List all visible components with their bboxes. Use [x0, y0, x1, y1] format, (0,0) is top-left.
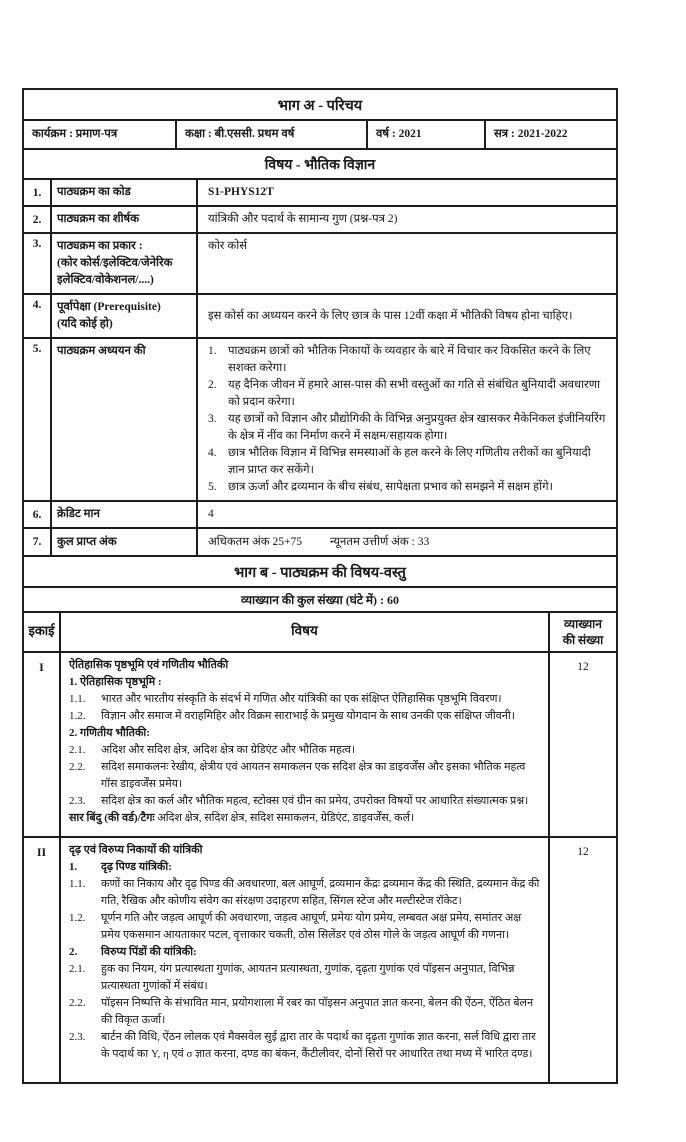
unit-1-topic-line	[69, 793, 540, 810]
outcome-text: यह दैनिक जीवन में हमारे आस-पास की सभी वस्तुओं का गति से संबंधित बुनियादी अवधारणा को प्रदान करेगा।	[228, 379, 601, 408]
keywords-label: सार बिंदु (की वर्ड)/टैगः	[69, 812, 155, 824]
outcome-number: 2.	[208, 379, 217, 391]
prerequisite-label-line: पूर्वापेक्षा (Prerequisite)	[57, 301, 161, 313]
topic-line-text: सदिश क्षेत्र का कर्ल और भौतिक महत्व, स्टोक्स एवं ग्रीन का प्रमेय, उपरोक्त विषयों पर आधारित संख्यात्मक प्रश्न।	[101, 795, 529, 807]
outcome-text: पाठ्यक्रम छात्रों को भौतिक निकायों के व्यवहार के बारे में विचार कर विकसित करने के लिए सशक्त करेगा।	[228, 345, 591, 374]
topic-line-number: 2.3.	[69, 795, 86, 807]
year-cell: वर्ष : 2021	[368, 121, 486, 148]
credits-row	[24, 502, 616, 529]
topic-line-text: पॉइसन निष्पत्ति के संभावित मान, प्रयोगशाला में रबर का पॉइसन अनुपात ज्ञात करना, बेलन की ऐंठन, ऐंठित बेलन की विकृत ऊर्जा।	[101, 997, 534, 1026]
lectures-header-line: की संख्या	[562, 633, 604, 647]
topic-line-number: 1.	[69, 861, 78, 873]
topic-line-text: भारत और भारतीय संस्कृति के संदर्भ में गणित और यांत्रिकी का एक संक्षिप्त ऐतिहासिक पृष्ठभूमि विवरण।	[101, 693, 502, 705]
course-title-value: यांत्रिकी और पदार्थ के सामान्य गुण (प्रश्न-पत्र 2)	[208, 213, 398, 225]
course-title-row	[24, 207, 616, 234]
total-marks-label: कुल प्राप्त अंक	[52, 529, 198, 555]
course-type-label-line: (कोर कोर्स/इलेक्टिव/जेनेरिक	[57, 257, 173, 269]
topic-line-number: 1.2.	[69, 912, 86, 924]
row-number: 7.	[24, 529, 52, 555]
outcome-item	[208, 411, 606, 445]
unit-2-topic	[61, 838, 550, 1082]
max-marks: अधिकतम अंक 25+75	[208, 535, 302, 548]
outcome-number: 3.	[208, 413, 217, 425]
unit-1-lectures: 12	[577, 661, 589, 673]
min-pass-marks: न्यूनतम उत्तीर्ण अंक : 33	[329, 535, 430, 548]
outcome-text: यह छात्रों को विज्ञान और प्रौद्योगिकी के विभिन्न अनुप्रयुक्त क्षेत्र खासकर मैकेनिकल इंजीनियरिंग के क्षेत्र में नींव का निर्माण करने में सक्षम/सहायक होगा।	[228, 413, 606, 442]
topic-line-text: अदिश और सदिश क्षेत्र, अदिश क्षेत्र का ग्रेडिएंट और भौतिक महत्व।	[101, 744, 356, 756]
prerequisite-label-line: (यदि कोई हो)	[57, 318, 113, 330]
unit-2-topic-line	[69, 961, 540, 995]
row-number: 6.	[24, 502, 52, 527]
topic-line-text: विज्ञान और समाज में वराहमिहिर और विक्रम साराभाई के प्रमुख योगदान के साथ उनकी एक संक्षिप्त जीवनी।	[101, 710, 515, 722]
topic-line-number: 2.3.	[69, 1031, 86, 1043]
unit-2-section-head	[69, 944, 540, 961]
program-cell: कार्यक्रम : प्रमाण-पत्र	[24, 121, 177, 148]
credits-label: क्रेडिट मान	[52, 502, 198, 527]
unit-1-section-head: 1. ऐतिहासिक पृष्ठभूमि :	[69, 676, 162, 688]
course-code-label: पाठ्यक्रम का कोड	[52, 180, 198, 205]
outcome-item	[208, 445, 606, 479]
topic-line-text: घूर्णन गति और जड़त्व आघूर्ण की अवधारणा, जड़त्व आघूर्ण, प्रमेयः योग प्रमेय, लम्बवत अक्ष प्रमेय, समांतर अक्ष प्रमेय एकसमान आयताकार पटल, वृत्ताकार चकती, ठोस सिलेंडर एवं ठोस गोले के जड़त्व आघूर्ण की गणना।	[101, 912, 522, 941]
course-outcomes-label: पाठ्यक्रम अध्ययन की	[52, 339, 198, 500]
outcome-item	[208, 343, 606, 377]
prerequisite-label	[52, 295, 198, 337]
outcome-number: 4.	[208, 447, 217, 459]
row-number: 4.	[24, 295, 52, 337]
unit-2-topic-line	[69, 1029, 540, 1063]
unit-2-topic-line	[69, 876, 540, 910]
unit-1-section-head: 2. गणितीय भौतिकी:	[69, 727, 150, 739]
course-type-label	[52, 234, 198, 293]
unit-1-topic-line	[69, 759, 540, 793]
total-lectures: व्याख्यान की कुल संख्या (घंटे में) : 60	[24, 588, 616, 613]
total-marks-value	[198, 529, 616, 555]
credits-value: 4	[208, 508, 214, 520]
course-outcomes-row	[24, 339, 616, 502]
course-type-label-line: पाठ्यक्रम का प्रकार :	[57, 240, 143, 252]
topic-line-number: 1.1.	[69, 693, 86, 705]
course-type-row	[24, 234, 616, 295]
marks-line	[208, 534, 606, 551]
unit-2-number: II	[24, 838, 61, 1082]
outcome-item	[208, 479, 606, 496]
outcome-text: छात्र भौतिक विज्ञान में विभिन्न समस्याओं के हल करने के लिए गणितीय तरीकों का बुनियादी ज्ञान प्राप्त कर सकेंगे।	[228, 447, 591, 476]
row-number: 2.	[24, 207, 52, 232]
keywords-text: अदिश क्षेत्र, सदिश क्षेत्र, सदिश समाकलन, ग्रेडिएंट, डाइवर्जेंस, कर्ल।	[157, 812, 415, 824]
outcome-item	[208, 377, 606, 411]
unit-1-topic-line	[69, 742, 540, 759]
lectures-column-header	[550, 613, 616, 651]
row-number: 5.	[24, 339, 52, 500]
session-cell: सत्र : 2021-2022	[494, 128, 568, 140]
topic-line-number: 1.2.	[69, 710, 86, 722]
lectures-header-line: व्याख्यान	[564, 617, 602, 631]
topic-line-text: बार्टन की विधि, ऐंठन लोलक एवं मैक्सवेल सुई द्वारा तार के पदार्थ का दृढ़ता गुणांक ज्ञात करना, सर्ल विधि द्वारा तार के पदार्थ का Y, η एवं σ ज्ञात करना, दण्ड का बंकन, कैंटीलीवर, दोनों सिरों पर आधारित तथा मध्य में भारित दण्ड।	[101, 1031, 536, 1060]
unit-1-topic-line	[69, 708, 540, 725]
course-title-label: पाठ्यक्रम का शीर्षक	[52, 207, 198, 232]
unit-1-topic-line	[69, 691, 540, 708]
topic-column-header: विषय	[61, 613, 550, 651]
topic-line-number: 1.1.	[69, 878, 86, 890]
part-b-title: भाग ब - पाठ्यक्रम की विषय-वस्तु	[24, 557, 616, 588]
total-marks-row	[24, 529, 616, 557]
topic-line-text: कणों का निकाय और दृढ़ पिण्ड की अवधारणा, बल आघूर्ण, द्रव्यमान केंद्रः द्रव्यमान केंद्र की स्थिति, द्रव्यमान केंद्र की गति, रैखिक और कोणीय संवेग का संरक्षण उदाहरण सहित, सिंगल स्टेज और मल्टीस्टेज रॉकेट।	[101, 878, 540, 907]
topic-line-number: 2.1.	[69, 744, 86, 756]
unit-2-topic-line	[69, 995, 540, 1029]
subject-title: विषय - भौतिक विज्ञान	[24, 150, 616, 180]
prerequisite-value: इस कोर्स का अध्ययन करने के लिए छात्र के पास 12वीं कक्षा में भौतिकी विषय होना चाहिए।	[208, 309, 573, 322]
unit-2-topic-line	[69, 910, 540, 944]
unit-1-title: ऐतिहासिक पृष्ठभूमि एवं गणितीय भौतिकी	[69, 659, 229, 671]
course-code-value: S1-PHYS12T	[208, 186, 274, 198]
unit-2-row	[24, 838, 616, 1082]
topic-line-text: हुक का नियम, यंग प्रत्यास्थता गुणांक, आयतन प्रत्यास्थता, गुणांक, दृढ़ता गुणांक एवं पॉइसन अनुपात, विभिन्न प्रत्यास्थता गुणांकों में संबंध।	[101, 963, 515, 992]
row-number: 1.	[24, 180, 52, 205]
unit-1-number: I	[24, 653, 61, 836]
course-code-row	[24, 180, 616, 207]
topic-line-number: 2.1.	[69, 963, 86, 975]
class-cell: कक्षा : बी.एससी. प्रथम वर्ष	[177, 121, 368, 148]
outcome-text: छात्र ऊर्जा और द्रव्यमान के बीच संबंध, सापेक्षता प्रभाव को समझने में सक्षम होंगे।	[228, 481, 553, 493]
unit-column-header: इकाई	[24, 613, 61, 651]
topic-line-text: विरुप्य पिंडों की यांत्रिकी:	[101, 946, 197, 958]
topic-line-text: सदिश समाकलनः रेखीय, क्षेत्रीय एवं आयतन समाकलन एक सदिश क्षेत्र का डाइवर्जेंस और इसका भौतिक महत्व गॉस डाइवर्जेंस प्रमेय।	[101, 761, 526, 790]
topic-line-number: 2.2.	[69, 997, 86, 1009]
unit-2-title: दृढ़ एवं विरुप्य निकायों की यांत्रिकी	[69, 844, 203, 856]
outcome-number: 5.	[208, 481, 217, 493]
units-header-row	[24, 613, 616, 653]
topic-line-number: 2.2.	[69, 761, 86, 773]
unit-1-topic	[61, 653, 550, 836]
unit-2-section-head	[69, 859, 540, 876]
prerequisite-row	[24, 295, 616, 339]
topic-line-number: 2.	[69, 946, 78, 958]
unit-1-row	[24, 653, 616, 838]
course-outcomes-list	[198, 339, 616, 500]
part-a-title: भाग अ - परिचय	[24, 90, 616, 121]
program-info-row	[24, 121, 616, 150]
outcome-number: 1.	[208, 345, 217, 357]
row-number: 3.	[24, 234, 52, 293]
syllabus-table	[22, 88, 618, 1084]
unit-1-keywords	[69, 810, 540, 827]
topic-line-text: दृढ़ पिण्ड यांत्रिकी:	[101, 861, 172, 873]
unit-2-lectures: 12	[577, 846, 589, 858]
course-type-label-line: इलेक्टिव/वोकेशनल/....)	[57, 274, 154, 286]
course-type-value: कोर कोर्स	[208, 240, 247, 252]
